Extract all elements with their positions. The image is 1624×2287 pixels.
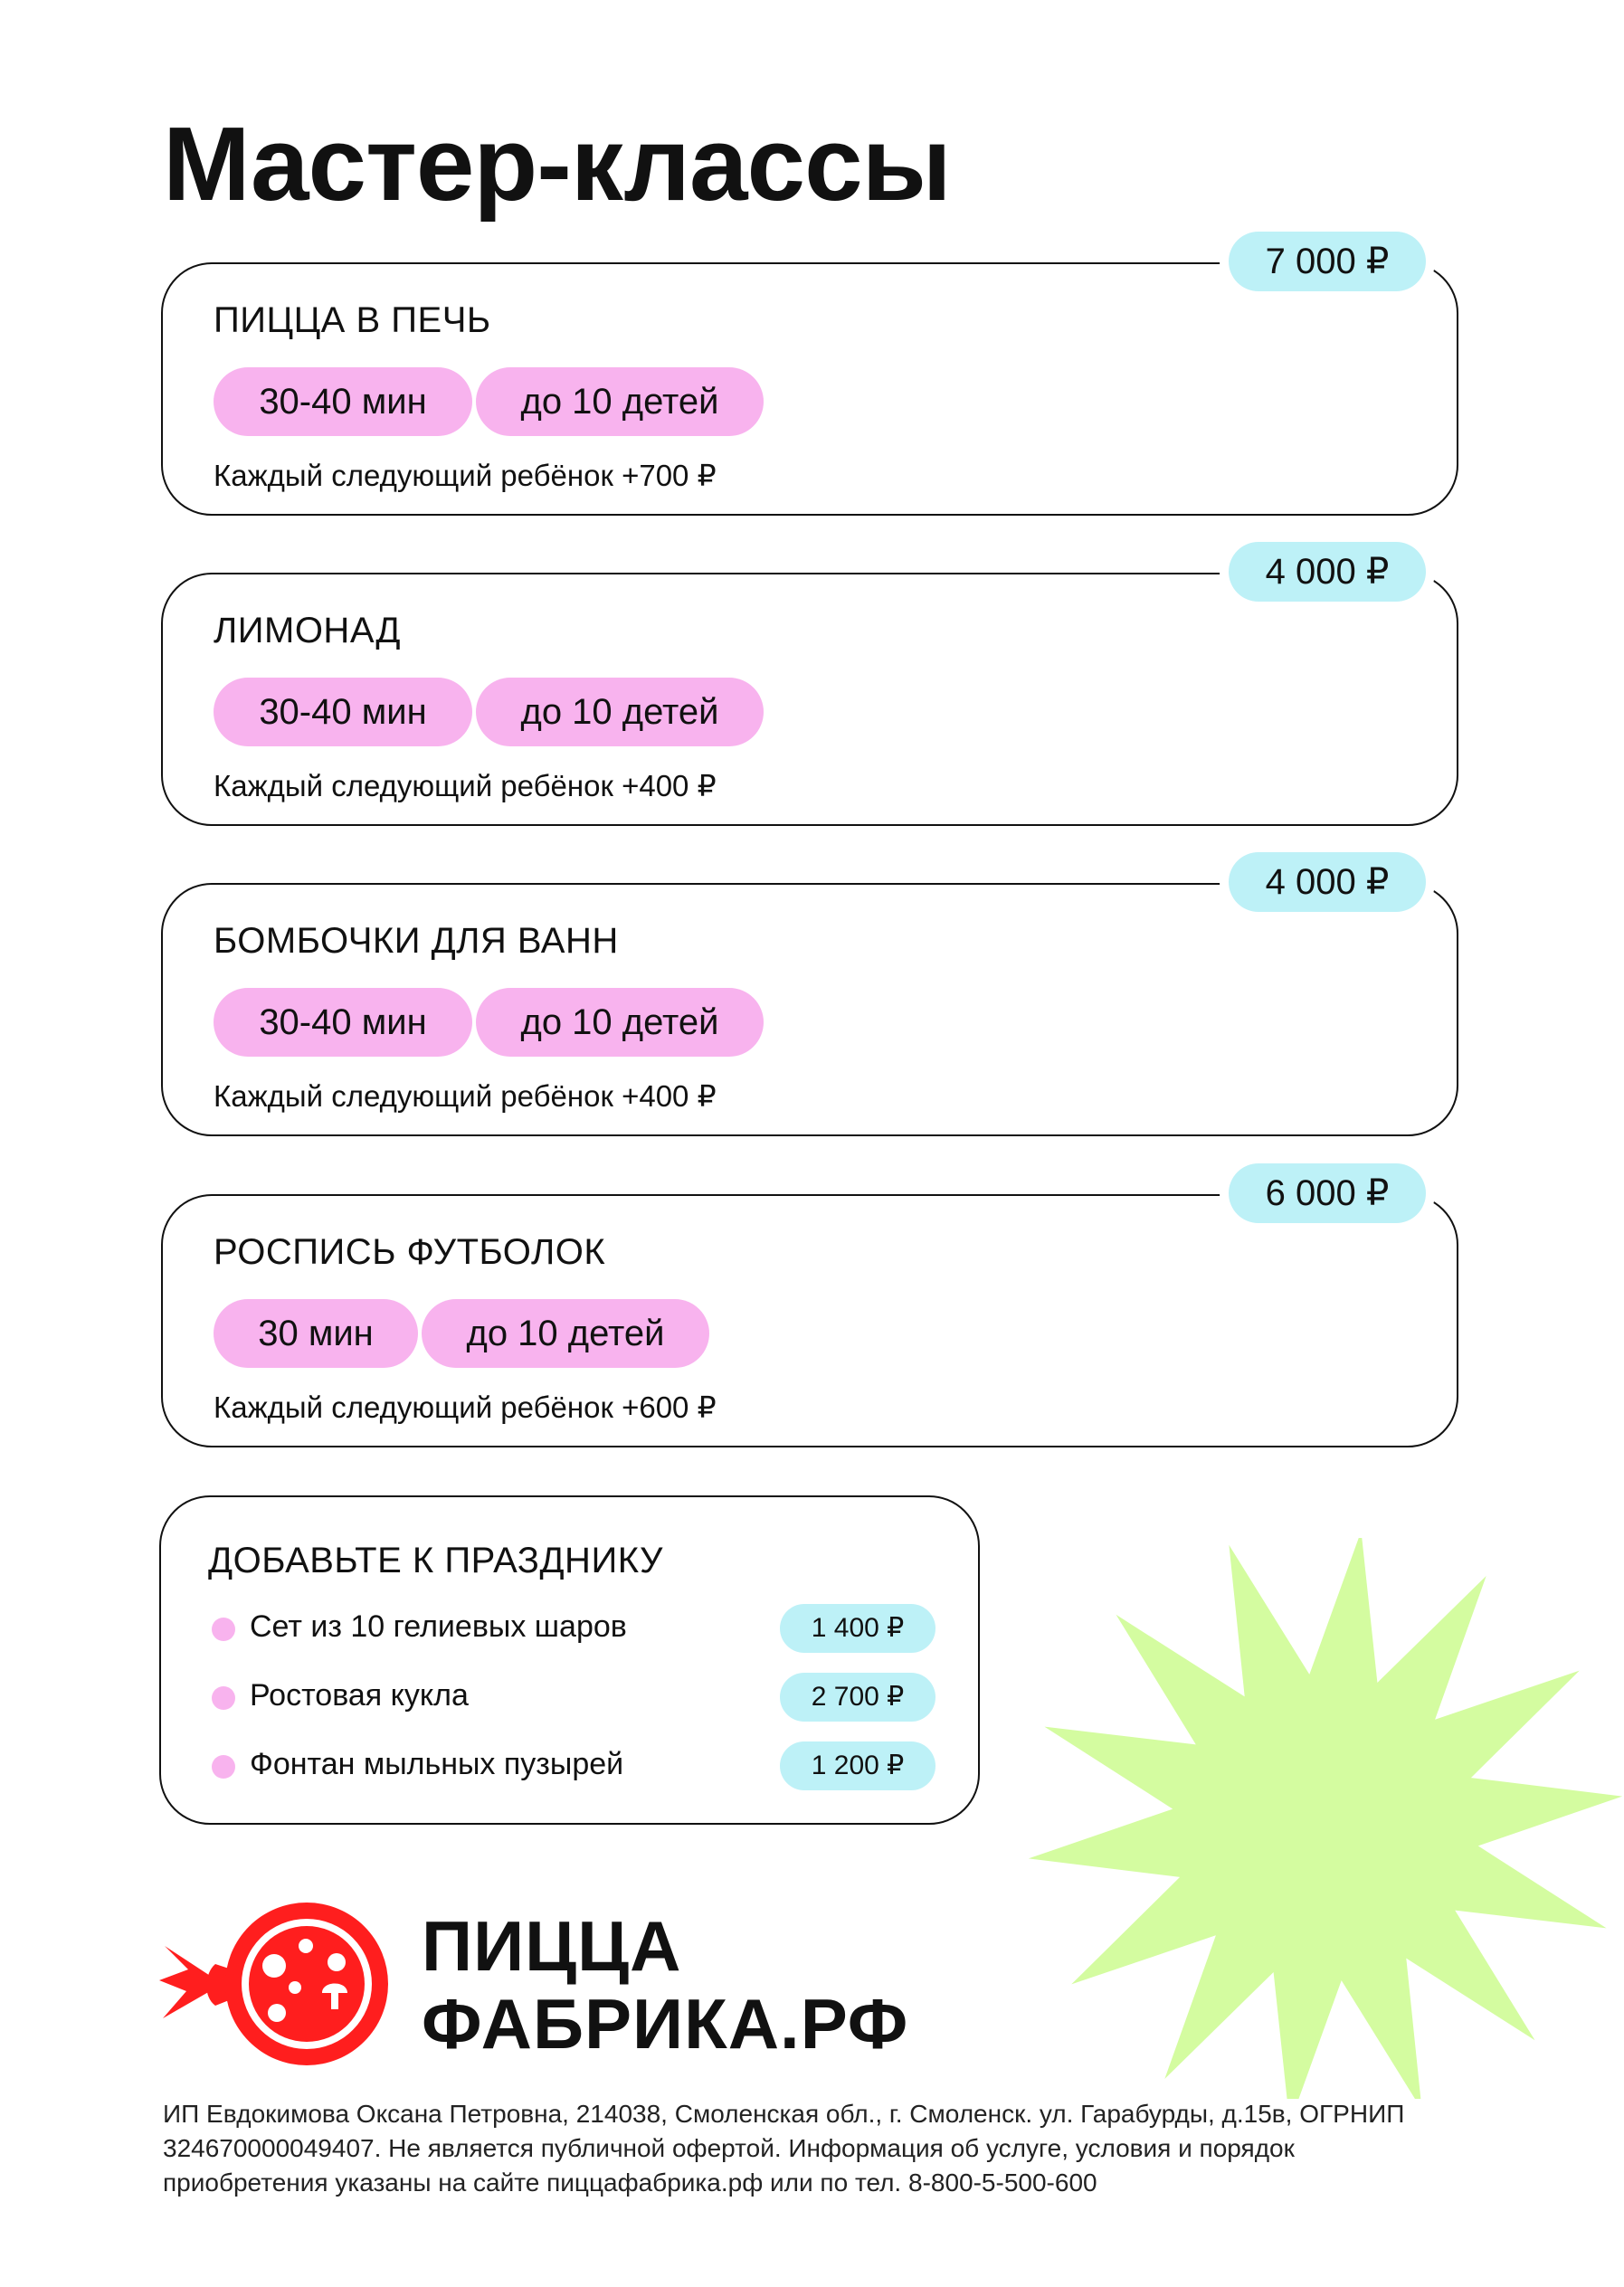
kids-pill: до 10 детей xyxy=(422,1299,709,1368)
kids-pill: до 10 детей xyxy=(476,367,764,436)
class-tags xyxy=(214,1299,709,1368)
addons-panel xyxy=(159,1495,980,1825)
addon-item xyxy=(212,1673,905,1723)
class-title: РОСПИСЬ ФУТБОЛОК xyxy=(214,1232,606,1272)
addon-label: Фонтан мыльных пузырей xyxy=(250,1747,624,1781)
brand-wordmark xyxy=(422,1907,908,2063)
price-badge: 4 000 ₽ xyxy=(1229,852,1426,912)
addons-title: ДОБАВЬТЕ К ПРАЗДНИКУ xyxy=(208,1541,663,1580)
class-card-bath-bombs xyxy=(161,862,1458,1136)
addon-item xyxy=(212,1604,905,1655)
class-tags xyxy=(214,678,764,746)
extra-child-price: Каждый следующий ребёнок +700 ₽ xyxy=(214,459,717,492)
legal-notice: ИП Евдокимова Оксана Петровна, 214038, Смоленская обл., г. Смоленск. ул. Гарабурды, д.15в, ОГРНИП 324670000049407. Не является публичной офертой. Информация об услуге, условия и порядок приобретения указаны на сайте пиццафабрика.рф или по тел. 8-800-5-500-600 xyxy=(163,2100,1405,2197)
class-title: ЛИМОНАД xyxy=(214,611,401,650)
kids-pill: до 10 детей xyxy=(476,678,764,746)
price-badge: 6 000 ₽ xyxy=(1229,1163,1426,1223)
addon-label: Сет из 10 гелиевых шаров xyxy=(250,1609,627,1644)
addon-price: 1 200 ₽ xyxy=(780,1741,935,1790)
duration-pill: 30-40 мин xyxy=(214,678,472,746)
bullet-dot-icon xyxy=(212,1618,235,1641)
kids-pill: до 10 детей xyxy=(476,988,764,1057)
price-badge: 4 000 ₽ xyxy=(1229,542,1426,602)
class-card-lemonade xyxy=(161,552,1458,826)
extra-child-price: Каждый следующий ребёнок +400 ₽ xyxy=(214,769,717,802)
bullet-dot-icon xyxy=(212,1755,235,1779)
brand-line-1: ПИЦЦА xyxy=(422,1906,682,1986)
class-title: БОМБОЧКИ ДЛЯ ВАНН xyxy=(214,921,619,961)
starburst-decoration-icon xyxy=(1027,1538,1624,2099)
class-card-pizza xyxy=(161,242,1458,516)
brand-line-2: ФАБРИКА.РФ xyxy=(422,1984,909,2064)
duration-pill: 30 мин xyxy=(214,1299,418,1368)
addon-price: 2 700 ₽ xyxy=(780,1673,935,1722)
page-title: Мастер-классы xyxy=(163,105,951,223)
duration-pill: 30-40 мин xyxy=(214,367,472,436)
extra-child-price: Каждый следующий ребёнок +600 ₽ xyxy=(214,1390,717,1424)
bullet-dot-icon xyxy=(212,1686,235,1710)
class-card-tshirt-painting xyxy=(161,1173,1458,1447)
pizza-rocket-icon xyxy=(159,1893,398,2076)
class-tags xyxy=(214,367,764,436)
class-tags xyxy=(214,988,764,1057)
duration-pill: 30-40 мин xyxy=(214,988,472,1057)
addon-price: 1 400 ₽ xyxy=(780,1604,935,1653)
extra-child-price: Каждый следующий ребёнок +400 ₽ xyxy=(214,1079,717,1113)
class-title: ПИЦЦА В ПЕЧЬ xyxy=(214,300,491,340)
price-badge: 7 000 ₽ xyxy=(1229,232,1426,291)
addon-label: Ростовая кукла xyxy=(250,1678,469,1713)
addon-item xyxy=(212,1741,905,1792)
